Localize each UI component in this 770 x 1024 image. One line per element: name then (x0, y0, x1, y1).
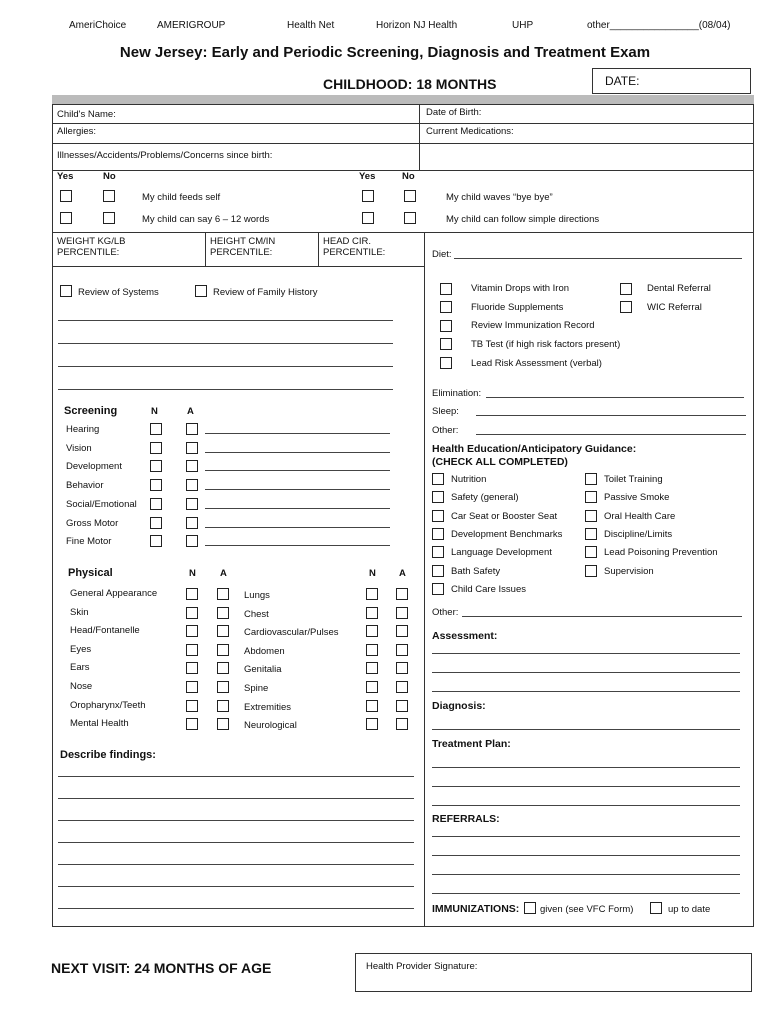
referrals-label: REFERRALS: (432, 813, 500, 825)
physical-item-cardiovascular-pulses: Cardiovascular/Pulses (244, 627, 339, 639)
screening-gross-motor-notes[interactable] (205, 527, 390, 528)
plan-other: other________________(08/04) (587, 20, 731, 31)
imm-given-checkbox[interactable] (524, 902, 536, 914)
screening-item-fine-motor: Fine Motor (66, 536, 112, 548)
waves-yes-checkbox[interactable] (362, 190, 374, 202)
other-label: Other: (432, 425, 459, 436)
physical-genitalia-a-checkbox[interactable] (396, 662, 408, 674)
health-ed-toilet-training-checkbox[interactable] (585, 473, 597, 485)
physical-skin-n-checkbox[interactable] (186, 607, 198, 619)
screening-fine-motor-notes[interactable] (205, 545, 390, 546)
physical-item-genitalia: Genitalia (244, 664, 282, 676)
screening-social-emotional-a-checkbox[interactable] (186, 498, 198, 510)
screening-social-emotional-notes[interactable] (205, 508, 390, 509)
milestone-feeds-self: My child feeds self (142, 192, 221, 203)
yes-header-right: Yes (359, 171, 376, 182)
health-ed-supervision: Supervision (604, 565, 654, 577)
health-ed-passive-smoke-checkbox[interactable] (585, 491, 597, 503)
screening-vision-a-checkbox[interactable] (186, 442, 198, 454)
physical-mental-health-a-checkbox[interactable] (217, 718, 229, 730)
physical-cardiovascular-pulses-n-checkbox[interactable] (366, 625, 378, 637)
height-label: HEIGHT CM/IN PERCENTILE: (210, 236, 276, 258)
physical-item-neurological: Neurological (244, 720, 297, 732)
physical-item-oropharynx-teeth: Oropharynx/Teeth (70, 699, 146, 711)
fluoride-checkbox[interactable] (440, 301, 452, 313)
plan-americhoice: AmeriChoice (69, 20, 127, 31)
no-header-left: No (103, 171, 116, 182)
health-ed-passive-smoke: Passive Smoke (604, 492, 670, 504)
physical-abdomen-n-checkbox[interactable] (366, 644, 378, 656)
imm-given-label: given (see VFC Form) (540, 904, 634, 915)
physical-extremities-a-checkbox[interactable] (396, 700, 408, 712)
screening-behavior-notes[interactable] (205, 489, 390, 490)
health-ed-nutrition-checkbox[interactable] (432, 473, 444, 485)
physical-item-eyes: Eyes (70, 643, 92, 655)
directions-no-checkbox[interactable] (404, 212, 416, 224)
physical-general-appearance-n-checkbox[interactable] (186, 588, 198, 600)
sleep-label: Sleep: (432, 406, 459, 417)
yes-header-left: Yes (57, 171, 74, 182)
feeds-self-yes-checkbox[interactable] (60, 190, 72, 202)
screening-title: Screening (64, 405, 118, 417)
screening-hearing-n-checkbox[interactable] (150, 423, 162, 435)
physical-eyes-a-checkbox[interactable] (217, 644, 229, 656)
date-label: DATE: (605, 74, 640, 88)
screening-gross-motor-n-checkbox[interactable] (150, 517, 162, 529)
health-ed-oral-health-care-checkbox[interactable] (585, 510, 597, 522)
physical-item-mental-health: Mental Health (70, 718, 129, 730)
wic-referral-checkbox[interactable] (620, 301, 632, 313)
physical-item-skin: Skin (70, 606, 89, 618)
illnesses-field[interactable]: Illnesses/Accidents/Problems/Concerns since birth: (57, 150, 273, 161)
screening-fine-motor-n-checkbox[interactable] (150, 535, 162, 547)
date-box[interactable] (592, 68, 751, 94)
physical-mental-health-n-checkbox[interactable] (186, 718, 198, 730)
screening-vision-notes[interactable] (205, 452, 390, 453)
form-title: New Jersey: Early and Periodic Screening, Diagnosis and Treatment Exam (119, 44, 651, 61)
screening-item-gross-motor: Gross Motor (66, 517, 119, 529)
health-ed-car-seat-or-booster-seat: Car Seat or Booster Seat (451, 510, 558, 522)
physical-item-lungs: Lungs (244, 590, 270, 601)
health-ed-toilet-training: Toilet Training (604, 474, 663, 485)
physical-item-spine: Spine (244, 683, 269, 694)
health-ed-subtitle: (CHECK ALL COMPLETED) (432, 456, 568, 468)
vitamin-drops-label: Vitamin Drops with Iron (471, 283, 570, 294)
imm-uptodate-label: up to date (668, 904, 711, 915)
physical-head-fontanelle-a-checkbox[interactable] (217, 625, 229, 637)
health-ed-oral-health-care: Oral Health Care (604, 510, 676, 522)
health-ed-language-development-checkbox[interactable] (432, 546, 444, 558)
dental-referral-checkbox[interactable] (620, 283, 632, 295)
health-ed-car-seat-or-booster-seat-checkbox[interactable] (432, 510, 444, 522)
assessment-label: Assessment: (432, 630, 498, 642)
words-yes-checkbox[interactable] (60, 212, 72, 224)
physical-neurological-a-checkbox[interactable] (396, 718, 408, 730)
screening-item-vision: Vision (66, 442, 92, 454)
review-family-label: Review of Family History (213, 287, 318, 298)
health-ed-language-development: Language Development (451, 547, 552, 559)
health-ed-safety-general-: Safety (general) (451, 492, 519, 504)
physical-oropharynx-teeth-n-checkbox[interactable] (186, 700, 198, 712)
physical-cardiovascular-pulses-a-checkbox[interactable] (396, 625, 408, 637)
no-header-right: No (402, 171, 415, 182)
fluoride-label: Fluoride Supplements (471, 302, 564, 313)
screening-development-notes[interactable] (205, 470, 390, 471)
physical-item-general-appearance: General Appearance (70, 588, 158, 599)
lead-risk-label: Lead Risk Assessment (verbal) (471, 358, 602, 369)
physical-oropharynx-teeth-a-checkbox[interactable] (217, 700, 229, 712)
feeds-self-no-checkbox[interactable] (103, 190, 115, 202)
screening-development-n-checkbox[interactable] (150, 460, 162, 472)
physical-lungs-a-checkbox[interactable] (396, 588, 408, 600)
screening-hearing-notes[interactable] (205, 433, 390, 434)
dob-field[interactable]: Date of Birth: (426, 107, 482, 118)
physical-a-header-right: A (399, 568, 406, 579)
review-systems-label: Review of Systems (78, 287, 159, 298)
waves-no-checkbox[interactable] (404, 190, 416, 202)
review-systems-checkbox[interactable] (60, 285, 72, 297)
milestone-directions: My child can follow simple directions (446, 214, 600, 225)
plan-uhp: UHP (512, 20, 534, 31)
directions-yes-checkbox[interactable] (362, 212, 374, 224)
physical-abdomen-a-checkbox[interactable] (396, 644, 408, 656)
health-ed-child-care-issues: Child Care Issues (451, 583, 526, 595)
weight-label: WEIGHT KG/LB PERCENTILE: (57, 236, 126, 258)
screening-hearing-a-checkbox[interactable] (186, 423, 198, 435)
health-ed-discipline-limits: Discipline/Limits (604, 528, 673, 540)
screening-social-emotional-n-checkbox[interactable] (150, 498, 162, 510)
physical-nose-a-checkbox[interactable] (217, 681, 229, 693)
health-ed-development-benchmarks-checkbox[interactable] (432, 528, 444, 540)
physical-title: Physical (68, 567, 113, 579)
health-ed-nutrition: Nutrition (451, 474, 487, 485)
medications-field[interactable]: Current Medications: (426, 126, 514, 137)
elimination-label: Elimination: (432, 388, 482, 399)
physical-general-appearance-a-checkbox[interactable] (217, 588, 229, 600)
physical-ears-n-checkbox[interactable] (186, 662, 198, 674)
physical-spine-a-checkbox[interactable] (396, 681, 408, 693)
health-ed-bath-safety-checkbox[interactable] (432, 565, 444, 577)
physical-item-nose: Nose (70, 681, 93, 692)
physical-spine-n-checkbox[interactable] (366, 681, 378, 693)
health-ed-child-care-issues-checkbox[interactable] (432, 583, 444, 595)
health-ed-supervision-checkbox[interactable] (585, 565, 597, 577)
form-subtitle: CHILDHOOD: 18 MONTHS (323, 76, 497, 92)
screening-vision-n-checkbox[interactable] (150, 442, 162, 454)
screening-gross-motor-a-checkbox[interactable] (186, 517, 198, 529)
physical-eyes-n-checkbox[interactable] (186, 644, 198, 656)
milestone-words: My child can say 6 – 12 words (142, 214, 270, 225)
physical-item-chest: Chest (244, 608, 269, 620)
screening-development-a-checkbox[interactable] (186, 460, 198, 472)
physical-item-head-fontanelle: Head/Fontanelle (70, 625, 140, 637)
physical-a-header-left: A (220, 568, 227, 579)
physical-item-extremities: Extremities (244, 701, 291, 713)
screening-behavior-a-checkbox[interactable] (186, 479, 198, 491)
screening-behavior-n-checkbox[interactable] (150, 479, 162, 491)
plan-amerigroup: AMERIGROUP (157, 20, 226, 31)
plan-horizon: Horizon NJ Health (376, 20, 458, 31)
tb-test-checkbox[interactable] (440, 338, 452, 350)
milestone-waves: My child waves “bye bye” (446, 192, 553, 203)
physical-extremities-n-checkbox[interactable] (366, 700, 378, 712)
words-no-checkbox[interactable] (103, 212, 115, 224)
physical-n-header-right: N (369, 568, 376, 579)
physical-n-header-left: N (189, 568, 196, 579)
health-ed-lead-poisoning-prevention-checkbox[interactable] (585, 546, 597, 558)
plan-healthnet: Health Net (287, 20, 335, 31)
immunization-record-checkbox[interactable] (440, 320, 452, 332)
immunizations-label: IMMUNIZATIONS: (432, 903, 520, 915)
physical-chest-a-checkbox[interactable] (396, 607, 408, 619)
health-ed-lead-poisoning-prevention: Lead Poisoning Prevention (604, 547, 718, 559)
health-ed-development-benchmarks: Development Benchmarks (451, 528, 563, 540)
physical-chest-n-checkbox[interactable] (366, 607, 378, 619)
diagnosis-label: Diagnosis: (432, 700, 486, 712)
gray-band (52, 95, 754, 104)
screening-item-hearing: Hearing (66, 424, 100, 435)
vitamin-drops-checkbox[interactable] (440, 283, 452, 295)
childs-name-field[interactable]: Child's Name: (57, 109, 116, 120)
head-label: HEAD CIR. PERCENTILE: (323, 236, 386, 258)
review-family-checkbox[interactable] (195, 285, 207, 297)
signature-label: Health Provider Signature: (366, 961, 478, 972)
lead-risk-checkbox[interactable] (440, 357, 452, 369)
physical-skin-a-checkbox[interactable] (217, 607, 229, 619)
describe-findings-label: Describe findings: (60, 749, 156, 761)
screening-item-behavior: Behavior (66, 480, 104, 492)
health-ed-title: Health Education/Anticipatory Guidance: (432, 443, 637, 455)
screening-n-header: N (151, 406, 158, 417)
physical-lungs-n-checkbox[interactable] (366, 588, 378, 600)
physical-neurological-n-checkbox[interactable] (366, 718, 378, 730)
physical-item-ears: Ears (70, 662, 90, 674)
wic-referral-label: WIC Referral (647, 302, 702, 313)
imm-uptodate-checkbox[interactable] (650, 902, 662, 914)
screening-a-header: A (187, 406, 194, 417)
immunization-record-label: Review Immunization Record (471, 320, 595, 331)
physical-ears-a-checkbox[interactable] (217, 662, 229, 674)
next-visit: NEXT VISIT: 24 MONTHS OF AGE (51, 960, 272, 976)
screening-item-social-emotional: Social/Emotional (66, 498, 137, 510)
treatment-label: Treatment Plan: (432, 738, 511, 750)
dental-referral-label: Dental Referral (647, 283, 711, 294)
allergies-field[interactable]: Allergies: (57, 126, 97, 137)
physical-head-fontanelle-n-checkbox[interactable] (186, 625, 198, 637)
screening-item-development: Development (66, 461, 122, 473)
physical-genitalia-n-checkbox[interactable] (366, 662, 378, 674)
signature-box[interactable] (355, 953, 752, 992)
physical-nose-n-checkbox[interactable] (186, 681, 198, 693)
tb-test-label: TB Test (if high risk factors present) (471, 339, 621, 350)
health-ed-bath-safety: Bath Safety (451, 565, 501, 577)
health-ed-discipline-limits-checkbox[interactable] (585, 528, 597, 540)
other2-label: Other: (432, 607, 459, 618)
physical-item-abdomen: Abdomen (244, 645, 285, 657)
diet-label: Diet: (432, 249, 452, 260)
screening-fine-motor-a-checkbox[interactable] (186, 535, 198, 547)
health-ed-safety-general--checkbox[interactable] (432, 491, 444, 503)
